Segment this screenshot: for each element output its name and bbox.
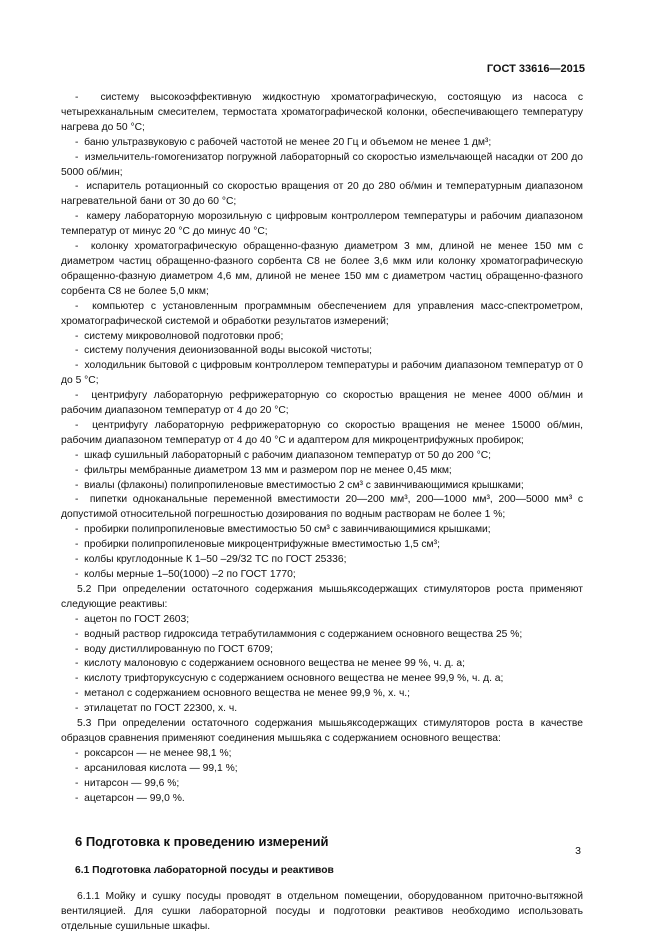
paragraph-6-1-1: 6.1.1 Мойку и сушку посуды проводят в отдельном помещении, оборудованном приточно-вытяжной вентиляцией. Для сушки лабораторной посуды и подготовки реактивов необходимо использовать отдельные сушильные шкафы. (61, 891, 583, 933)
section-6-1-heading: 6.1 Подготовка лабораторной посуды и реактивов (75, 865, 334, 877)
list-item: - систему получения деионизованной воды высокой чистоты; (61, 344, 583, 359)
document-header: ГОСТ 33616—2015 (486, 63, 585, 75)
list-item: - колбы мерные 1–50(1000) –2 по ГОСТ 1770; (61, 568, 583, 583)
paragraph-5-2: 5.2 При определении остаточного содержания мышьяксодержащих стимуляторов роста применяют следующие реактивы: (61, 583, 583, 610)
list-item: - воду дистиллированную по ГОСТ 6709; (61, 643, 583, 658)
list-item: - этилацетат по ГОСТ 22300, х. ч. (61, 702, 583, 717)
equipment-list (61, 91, 583, 583)
list-item: - шкаф сушильный лабораторный с рабочим диапазоном температур от 50 до 200 °С; (61, 449, 583, 464)
list-item: - пробирки полипропиленовые микроцентрифужные вместимостью 1,5 см³; (61, 538, 583, 553)
list-item: - центрифугу лабораторную рефрижераторную со скоростью вращения не менее 4000 об/мин и рабочим диапазоном температур от 4 до 20 °С; (61, 389, 583, 419)
document-body (61, 91, 583, 935)
list-item: - кислоту трифторуксусную с содержанием основного вещества не менее 99,9 %, ч. д. а; (61, 672, 583, 687)
list-item: - ацетон по ГОСТ 2603; (61, 613, 583, 628)
section-6-heading: 6 Подготовка к проведению измерений (75, 833, 329, 849)
list-item: - камеру лабораторную морозильную с цифровым контроллером температуры и рабочим диапазоном температур от минус 20 °С до минус 40 °С; (61, 210, 583, 240)
list-item: - колонку хроматографическую обращенно-фазную диаметром 3 мм, длиной не менее 150 мм с диаметром частиц обращенно-фазного сорбента C8 не более 3,6 мкм или колонку хроматографическую обращенно-фазную диаметром 4,6 мм, длиной не менее 150 мм с диаметром частиц обращенно-фазного сорбента C8 не более 5,0 мкм; (61, 240, 583, 300)
list-item: - пробирки полипропиленовые вместимостью 50 см³ с завинчивающимися крышками; (61, 523, 583, 538)
list-item: - систему высокоэффективную жидкостную хроматографическую, состоящую из насоса с четырехканальным смесителем, термостата хроматографической колонки, обеспечивающего температуру нагрева до 50 °С; (61, 91, 583, 136)
list-item: - колбы круглодонные К 1–50 –29/32 ТС по ГОСТ 25336; (61, 553, 583, 568)
page-number: 3 (575, 845, 581, 857)
list-item: - испаритель ротационный со скоростью вращения от 20 до 280 об/мин и температурным диапазоном нагревательной бани от 30 до 60 °С; (61, 180, 583, 210)
reagents-list (61, 613, 583, 717)
list-item: - ацетарсон — 99,0 %. (61, 792, 583, 807)
list-item: - холодильник бытовой с цифровым контроллером температуры и рабочим диапазоном температур от 0 до 5 °С; (61, 359, 583, 389)
paragraph-5-3: 5.3 При определении остаточного содержания мышьяксодержащих стимуляторов роста в качестве образцов сравнения применяют соединения мышьяка с содержанием основного вещества: (61, 718, 583, 744)
list-item: - баню ультразвуковую с рабочей частотой не менее 20 Гц и объемом не менее 1 дм³; (61, 136, 583, 151)
list-item: - водный раствор гидроксида тетрабутиламмония с содержанием основного вещества 25 %; (61, 628, 583, 643)
list-item: - метанол с содержанием основного вещества не менее 99,9 %, х. ч.; (61, 687, 583, 702)
list-item: - виалы (флаконы) полипропиленовые вместимостью 2 см³ с завинчивающимися крышками; (61, 479, 583, 494)
list-item: - измельчитель-гомогенизатор погружной лабораторный со скоростью измельчающей насадки от 200 до 5000 об/мин; (61, 151, 583, 181)
list-item: - нитарсон — 99,6 %; (61, 777, 583, 792)
reference-compounds-list (61, 747, 583, 807)
list-item: - роксарсон — не менее 98,1 %; (61, 747, 583, 762)
list-item: - кислоту малоновую с содержанием основного вещества не менее 99 %, ч. д. а; (61, 657, 583, 672)
list-item: - компьютер с установленным программным обеспечением для управления масс-спектрометром, хроматографической системой и обработки результатов измерений; (61, 300, 583, 330)
list-item: - арсаниловая кислота — 99,1 %; (61, 762, 583, 777)
list-item: - пипетки одноканальные переменной вместимости 20—200 мм³, 200—1000 мм³, 200—5000 мм³ с допустимой относительной погрешностью дозирования по водным растворам не более 1 %; (61, 493, 583, 523)
list-item: - фильтры мембранные диаметром 13 мм и размером пор не менее 0,45 мкм; (61, 464, 583, 479)
list-item: - центрифугу лабораторную рефрижераторную со скоростью вращения не менее 15000 об/мин, рабочим диапазоном температур от 4 до 40 °С и адаптером для микроцентрифужных пробирок; (61, 419, 583, 449)
list-item: - систему микроволновой подготовки проб; (61, 330, 583, 345)
